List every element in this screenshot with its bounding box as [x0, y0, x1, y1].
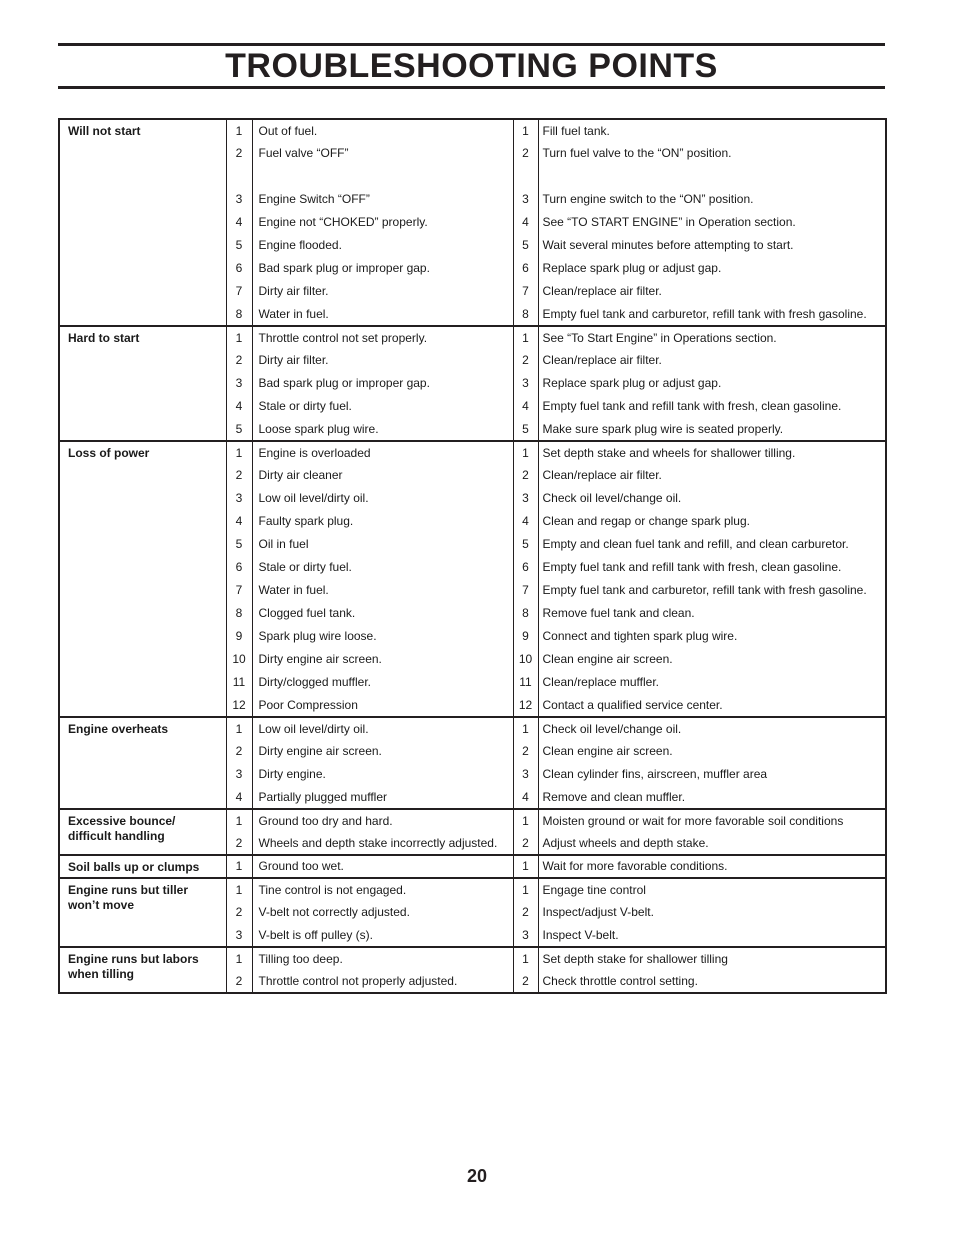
remedy-text: Check throttle control setting.	[538, 970, 886, 993]
cause-number: 2	[235, 835, 243, 850]
cause-text: Dirty air filter.	[252, 280, 513, 303]
cause-text: Fuel valve “OFF”	[252, 142, 513, 188]
remedy-number: 4	[522, 215, 529, 229]
remedy-text: Replace spark plug or adjust gap.	[538, 257, 886, 280]
cause-text: Dirty engine.	[252, 763, 513, 786]
problem-label: Soil balls up or clumps	[59, 855, 226, 878]
remedy-text: Connect and tighten spark plug wire.	[538, 625, 886, 648]
cause-text: Bad spark plug or improper gap.	[252, 257, 513, 280]
remedy-number: 5	[522, 421, 529, 436]
cause-number: 1	[226, 809, 252, 832]
cause-text: Dirty engine air screen.	[252, 740, 513, 763]
remedy-text: Turn fuel valve to the “ON” position.	[538, 142, 886, 188]
remedy-text: Wait for more favorable conditions.	[538, 855, 886, 878]
cause-number: 1	[226, 326, 252, 349]
cause-text: Partially plugged muffler	[252, 786, 513, 809]
cause-number: 1	[226, 947, 252, 970]
cause-number: 10	[232, 652, 246, 666]
problem-label: Engine overheats	[59, 717, 226, 809]
cause-text: Loose spark plug wire.	[252, 418, 513, 441]
remedy-number: 3	[522, 376, 529, 390]
cause-number: 6	[235, 560, 243, 574]
table-row	[59, 119, 886, 142]
cause-text: Dirty/clogged muffler.	[252, 671, 513, 694]
cause-number: 3	[235, 376, 243, 390]
cause-text: Low oil level/dirty oil.	[252, 717, 513, 740]
troubleshooting-table	[58, 118, 887, 994]
remedy-number: 1	[513, 855, 538, 878]
cause-number: 2	[235, 353, 243, 367]
remedy-number: 7	[522, 284, 529, 298]
remedy-number: 9	[522, 629, 529, 643]
remedy-number: 7	[522, 583, 529, 597]
remedy-text: Clean and regap or change spark plug.	[538, 510, 886, 533]
problem-label: Engine runs but labors when tilling	[59, 947, 226, 993]
remedy-number: 2	[522, 353, 529, 367]
problem-label: Loss of power	[59, 441, 226, 717]
remedy-number: 6	[522, 261, 529, 275]
remedy-text: Contact a qualified service center.	[538, 694, 886, 717]
cause-number: 8	[235, 606, 243, 620]
cause-number: 1	[226, 855, 252, 878]
remedy-number: 4	[522, 399, 529, 413]
cause-number: 3	[235, 192, 243, 206]
remedy-text: Empty fuel tank and carburetor, refill tank with fresh gasoline.	[538, 303, 886, 326]
cause-text: Dirty engine air screen.	[252, 648, 513, 671]
cause-text: Tine control is not engaged.	[252, 878, 513, 901]
remedy-number: 1	[513, 717, 538, 740]
remedy-text: Wait several minutes before attempting to start.	[538, 234, 886, 257]
remedy-text: Turn engine switch to the “ON” position.	[538, 188, 886, 211]
remedy-text: Empty fuel tank and refill tank with fresh, clean gasoline.	[538, 395, 886, 418]
table-row	[59, 947, 886, 970]
remedy-text: Set depth stake and wheels for shallower tilling.	[538, 441, 886, 464]
cause-number: 1	[235, 123, 243, 138]
cause-text: Poor Compression	[252, 694, 513, 717]
remedy-number: 12	[518, 697, 533, 712]
cause-text: Stale or dirty fuel.	[252, 395, 513, 418]
page-number: 20	[466, 1166, 488, 1186]
remedy-text: Check oil level/change oil.	[538, 717, 886, 740]
remedy-number: 2	[522, 468, 529, 482]
cause-text: Wheels and depth stake incorrectly adjusted.	[252, 832, 513, 855]
remedy-number: 3	[522, 491, 529, 505]
cause-number: 2	[235, 744, 243, 758]
cause-text: Water in fuel.	[252, 579, 513, 602]
remedy-number: 1	[513, 326, 538, 349]
remedy-number: 1	[513, 809, 538, 832]
remedy-text: Clean/replace air filter.	[538, 280, 886, 303]
remedy-text: Clean/replace muffler.	[538, 671, 886, 694]
remedy-text: Replace spark plug or adjust gap.	[538, 372, 886, 395]
cause-text: Low oil level/dirty oil.	[252, 487, 513, 510]
remedy-text: Make sure spark plug wire is seated properly.	[538, 418, 886, 441]
cause-number: 8	[235, 306, 243, 321]
remedy-text: Set depth stake for shallower tilling	[538, 947, 886, 970]
remedy-text: Inspect/adjust V-belt.	[538, 901, 886, 924]
cause-number: 3	[235, 767, 243, 781]
troubleshooting-table-body	[59, 119, 886, 993]
remedy-number: 10	[518, 652, 533, 666]
remedy-text: Check oil level/change oil.	[538, 487, 886, 510]
cause-text: Ground too dry and hard.	[252, 809, 513, 832]
remedy-number: 1	[513, 947, 538, 970]
cause-text: Throttle control not properly adjusted.	[252, 970, 513, 993]
cause-text: Water in fuel.	[252, 303, 513, 326]
remedy-number: 3	[522, 767, 529, 781]
cause-number: 12	[232, 697, 246, 712]
cause-number: 9	[235, 629, 243, 643]
cause-number: 4	[235, 514, 243, 528]
cause-number: 3	[235, 491, 243, 505]
remedy-number: 5	[522, 238, 529, 252]
problem-label: Hard to start	[59, 326, 226, 441]
remedy-number: 11	[519, 675, 532, 689]
remedy-number: 6	[522, 560, 529, 574]
remedy-text: See “TO START ENGINE” in Operation section.	[538, 211, 886, 234]
remedy-number: 4	[522, 789, 529, 804]
cause-text: Dirty air filter.	[252, 349, 513, 372]
cause-number: 11	[232, 675, 246, 689]
remedy-number: 4	[522, 514, 529, 528]
remedy-text: Empty fuel tank and refill tank with fresh, clean gasoline.	[538, 556, 886, 579]
problem-label: Will not start	[59, 119, 226, 326]
remedy-number: 1	[513, 441, 538, 464]
table-row	[59, 855, 886, 878]
cause-text: V-belt is off pulley (s).	[252, 924, 513, 947]
cause-number: 3	[235, 927, 243, 942]
remedy-number: 3	[522, 927, 529, 942]
remedy-number: 2	[522, 835, 529, 850]
remedy-number: 2	[522, 973, 529, 988]
cause-text: Engine flooded.	[252, 234, 513, 257]
remedy-text: Clean/replace air filter.	[538, 464, 886, 487]
cause-text: Clogged fuel tank.	[252, 602, 513, 625]
table-row	[59, 441, 886, 464]
remedy-number: 8	[522, 606, 529, 620]
cause-number: 4	[235, 399, 243, 413]
cause-text: Throttle control not set properly.	[252, 326, 513, 349]
remedy-text: Fill fuel tank.	[538, 119, 886, 142]
remedy-number: 3	[522, 192, 529, 206]
remedy-text: Engage tine control	[538, 878, 886, 901]
cause-number: 5	[235, 421, 243, 436]
remedy-number: 1	[522, 123, 529, 138]
cause-number: 4	[235, 789, 243, 804]
remedy-text: Remove fuel tank and clean.	[538, 602, 886, 625]
cause-number: 2	[235, 973, 243, 988]
cause-text: Faulty spark plug.	[252, 510, 513, 533]
remedy-number: 5	[522, 537, 529, 551]
remedy-text: Clean engine air screen.	[538, 648, 886, 671]
table-row	[59, 878, 886, 901]
table-row	[59, 326, 886, 349]
cause-number: 7	[235, 284, 243, 298]
cause-text: Spark plug wire loose.	[252, 625, 513, 648]
cause-text: Out of fuel.	[252, 119, 513, 142]
remedy-number: 2	[522, 146, 529, 160]
cause-number: 6	[235, 261, 243, 275]
cause-text: Tilling too deep.	[252, 947, 513, 970]
cause-text: Stale or dirty fuel.	[252, 556, 513, 579]
table-row	[59, 809, 886, 832]
remedy-number: 1	[513, 878, 538, 901]
problem-label: Excessive bounce/ difficult handling	[59, 809, 226, 855]
remedy-number: 2	[522, 744, 529, 758]
cause-text: V-belt not correctly adjusted.	[252, 901, 513, 924]
cause-number: 4	[235, 215, 243, 229]
cause-text: Bad spark plug or improper gap.	[252, 372, 513, 395]
cause-text: Engine is overloaded	[252, 441, 513, 464]
remedy-text: Clean cylinder fins, airscreen, muffler area	[538, 763, 886, 786]
problem-label: Engine runs but tiller won’t move	[59, 878, 226, 947]
remedy-text: Empty and clean fuel tank and refill, and clean carburetor.	[538, 533, 886, 556]
table-row	[59, 717, 886, 740]
cause-text: Ground too wet.	[252, 855, 513, 878]
title-bar	[58, 43, 885, 89]
remedy-text: Remove and clean muffler.	[538, 786, 886, 809]
cause-number: 5	[235, 238, 243, 252]
cause-text: Dirty air cleaner	[252, 464, 513, 487]
remedy-text: Moisten ground or wait for more favorable soil conditions	[538, 809, 886, 832]
cause-number: 7	[235, 583, 243, 597]
remedy-text: Adjust wheels and depth stake.	[538, 832, 886, 855]
cause-number: 5	[235, 537, 243, 551]
cause-number: 1	[226, 441, 252, 464]
cause-text: Engine not “CHOKED” properly.	[252, 211, 513, 234]
cause-number: 1	[226, 717, 252, 740]
remedy-text: Inspect V-belt.	[538, 924, 886, 947]
cause-text: Engine Switch “OFF”	[252, 188, 513, 211]
remedy-number: 8	[522, 306, 529, 321]
cause-text: Oil in fuel	[252, 533, 513, 556]
cause-number: 2	[235, 905, 243, 919]
cause-number: 2	[235, 146, 243, 160]
cause-number: 2	[235, 468, 243, 482]
page-title: TROUBLESHOOTING POINTS	[225, 46, 718, 85]
remedy-text: Clean/replace air filter.	[538, 349, 886, 372]
remedy-text: See “To Start Engine” in Operations section.	[538, 326, 886, 349]
remedy-text: Empty fuel tank and carburetor, refill tank with fresh gasoline.	[538, 579, 886, 602]
remedy-text: Clean engine air screen.	[538, 740, 886, 763]
cause-number: 1	[226, 878, 252, 901]
remedy-number: 2	[522, 905, 529, 919]
